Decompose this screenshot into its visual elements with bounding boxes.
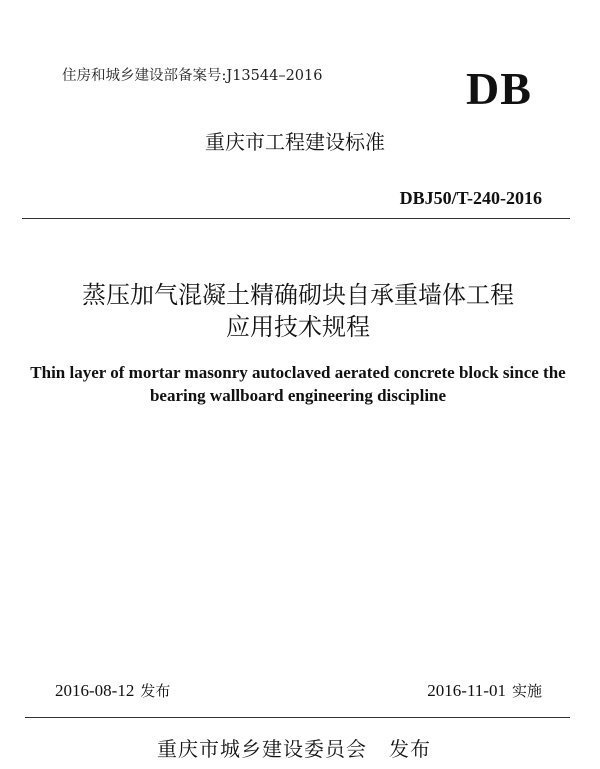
effective-date-value: 2016-11-01 (427, 681, 506, 700)
title-zh-line2: 应用技术规程 (226, 313, 370, 341)
effective-label: 实施 (511, 682, 542, 700)
db-logo: DB (466, 63, 532, 114)
title-zh-line1: 蒸压加气混凝土精确砌块自承重墙体工程 (82, 281, 514, 309)
issue-label: 发布 (140, 682, 171, 700)
standard-type: 重庆市工程建设标准 (205, 130, 385, 154)
publisher-name: 重庆市城乡建设委员会 (157, 737, 367, 761)
record-number: 住房和城乡建设部备案号:J13544–2016 (62, 68, 323, 84)
publish-label: 发布 (389, 737, 431, 761)
title-en-line1: Thin layer of mortar masonry autoclaved aerated concrete block since the (30, 363, 566, 382)
bottom-divider (25, 717, 570, 718)
title-en-line2: bearing wallboard engineering discipline (149, 386, 447, 405)
effective-date (427, 680, 542, 701)
standard-code: DBJ50/T-240-2016 (399, 188, 542, 208)
issue-date-value: 2016-08-12 (55, 681, 135, 700)
top-divider (22, 218, 570, 219)
issue-date (55, 680, 170, 701)
publisher (0, 733, 588, 762)
